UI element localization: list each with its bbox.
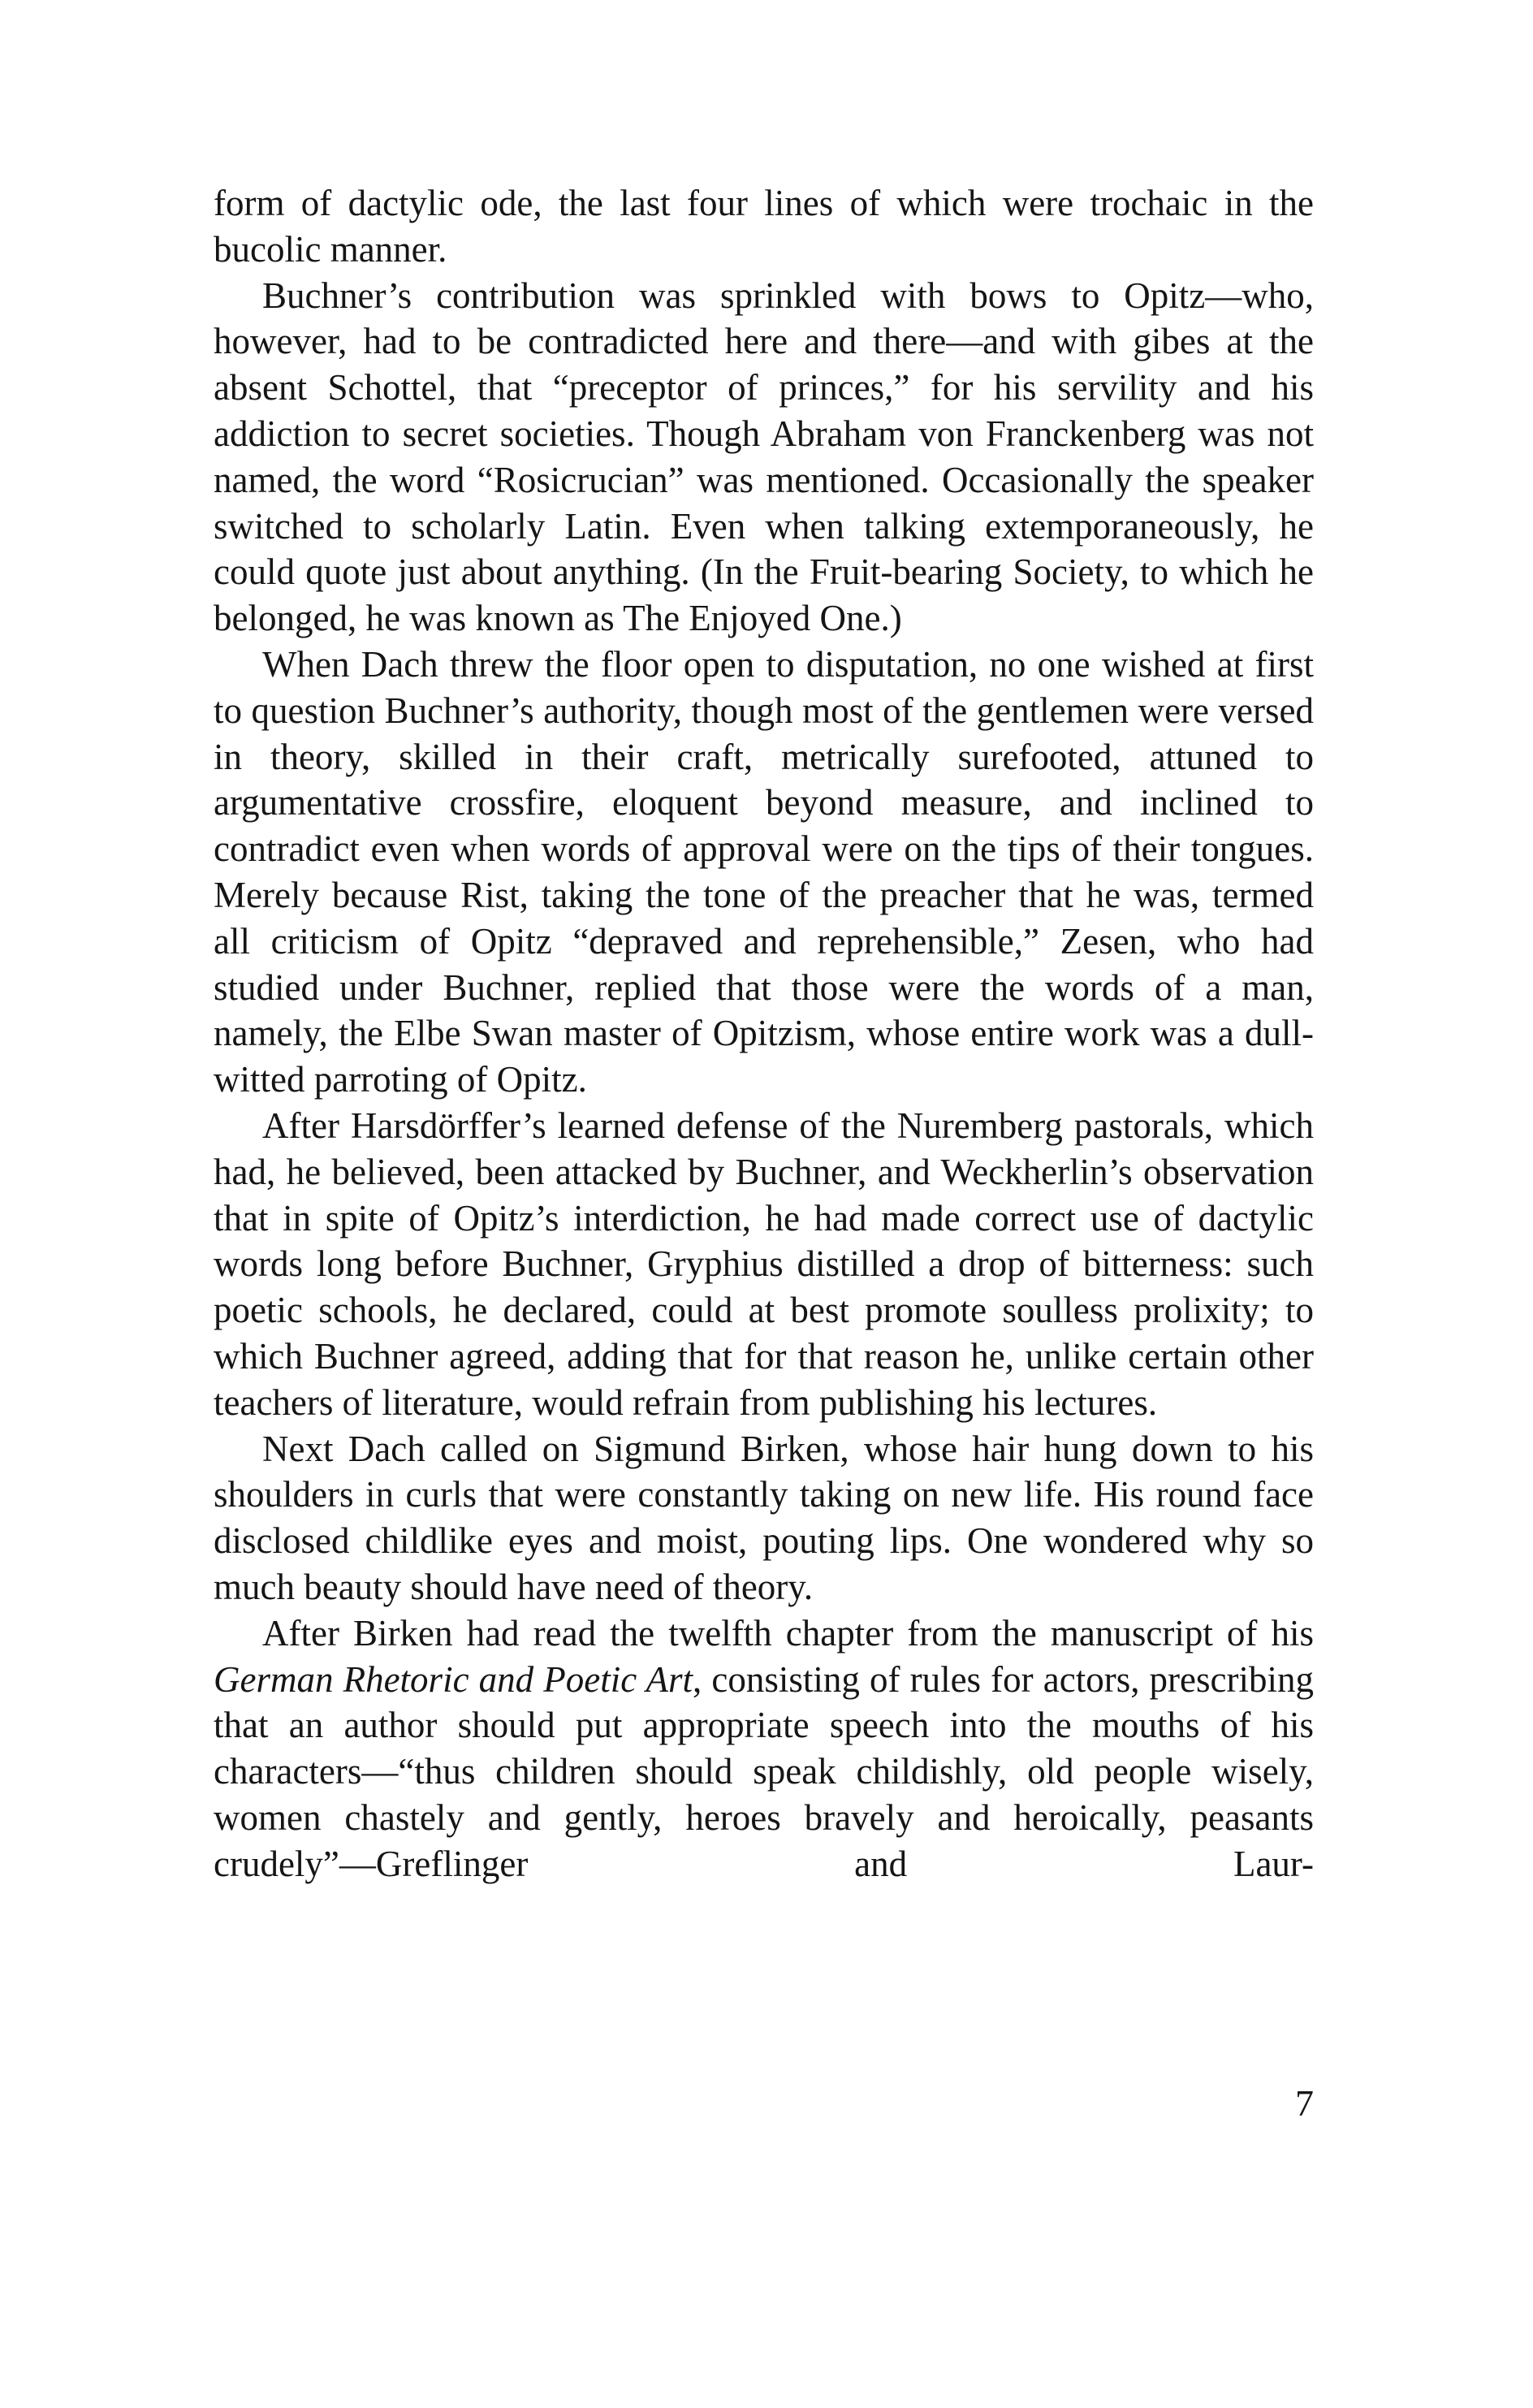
paragraph-text: form of dactylic ode, the last four lines of which were trochaic in the bucolic manner. — [214, 183, 1314, 270]
paragraph-buchner-contribution — [214, 273, 1314, 642]
paragraph-text: Buchner’s contribution was sprinkled with bows to Opitz—who, however, had to be contradicted here and there—and with gibes at the absent Schottel, that “preceptor of princes,” for his servility and his addiction to secret societies. Though Abraham von Franckenberg was not named, the word “Rosicrucian” was mentioned. Occasionally the speaker switched to scholarly Latin. Even when talking extemporaneously, he could quote just about anything. (In the Fruit-bearing Society, to which he belonged, he was known as The Enjoyed One.) — [214, 275, 1314, 639]
paragraph-text: Next Dach called on Sigmund Birken, whose hair hung down to his shoulders in curls that were constantly taking on new life. His round face disclosed childlike eyes and moist, pouting lips. One wondered why so much beauty should have need of theory. — [214, 1428, 1314, 1607]
paragraph-harsdorffer — [214, 1103, 1314, 1426]
page-number: 7 — [1295, 2082, 1314, 2124]
paragraph-birken-reading — [214, 1610, 1314, 1887]
paragraph-continued — [214, 180, 1314, 273]
paragraph-text: , consisting of rules for actors, prescribing that an author should put appropriate speech into the mouths of his characters—“thus children should speak childishly, old people wisely, women chastely and gently, heroes bravely and heroically, peasants crudely”—Greflinger and Laur- — [214, 1658, 1314, 1884]
paragraph-birken-intro — [214, 1426, 1314, 1610]
paragraph-text: After Harsdörffer’s learned defense of the Nuremberg pastorals, which had, he believed, been attacked by Buchner, and Weckherlin’s observation that in spite of Opitz’s interdiction, he had made correct use of dactylic words long before Buchner, Gryphius distilled a drop of bitterness: such poetic schools, he declared, could at best promote soulless prolixity; to which Buchner agreed, adding that for that reason he, unlike certain other teachers of literature, would refrain from publishing his lectures. — [214, 1105, 1314, 1423]
book-title-italic: German Rhetoric and Poetic Art — [214, 1658, 693, 1700]
paragraph-text: When Dach threw the floor open to disputation, no one wished at first to question Buchner’s authority, though most of the gentlemen were versed in theory, skilled in their craft, metrically surefooted, attuned to argumentative crossfire, eloquent beyond measure, and inclined to contradict even when words of approval were on the tips of their tongues. Merely because Rist, taking the tone of the preacher that he was, termed all criticism of Opitz “depraved and reprehensible,” Zesen, who had studied under Buchner, replied that those were the words of a man, namely, the Elbe Swan master of Opitzism, whose entire work was a dull-witted parroting of Opitz. — [214, 643, 1314, 1100]
body-text — [214, 180, 1314, 1887]
paragraph-text: After Birken had read the twelfth chapter from the manuscript of his — [262, 1612, 1314, 1654]
paragraph-disputation — [214, 642, 1314, 1103]
